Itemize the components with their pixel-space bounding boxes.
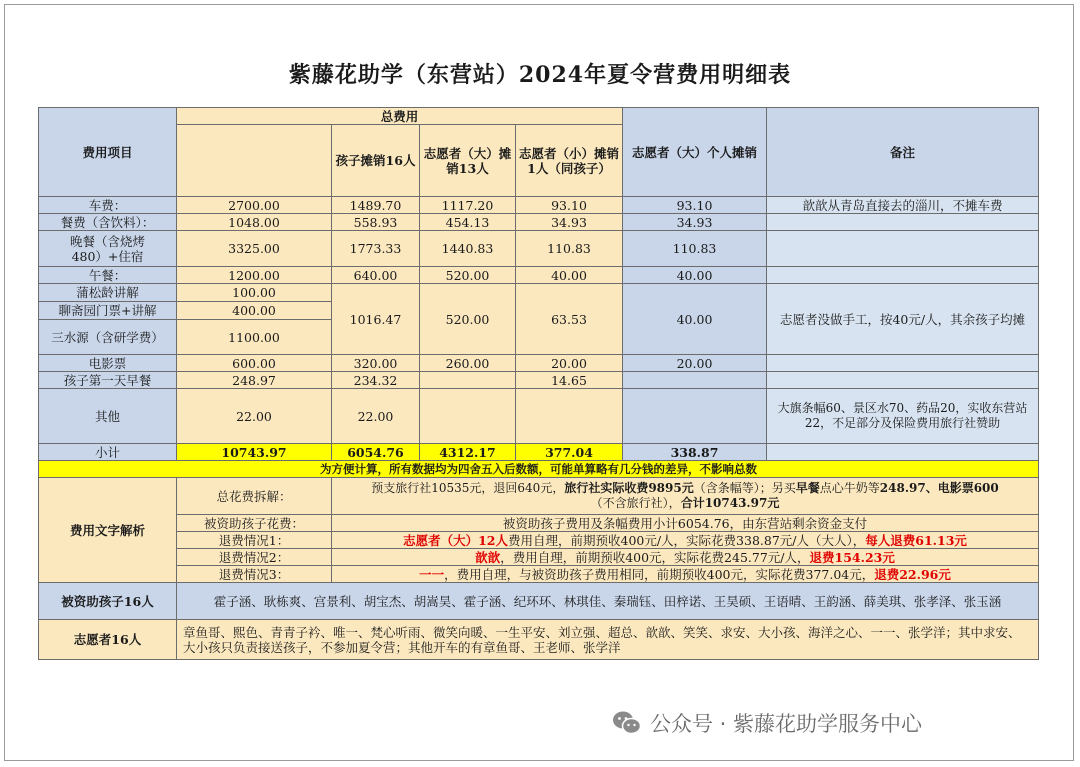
cell-vol-small: 93.10 bbox=[516, 197, 623, 214]
cell-vol-big: 260.00 bbox=[420, 355, 516, 372]
row-label: 电影票 bbox=[39, 355, 177, 372]
cell-vol-big bbox=[420, 389, 516, 444]
row-label: 小计 bbox=[39, 444, 177, 461]
header-child: 孩子摊销16人 bbox=[332, 125, 420, 197]
header-vol-big: 志愿者（大）摊销13人 bbox=[420, 125, 516, 197]
funded-text: 被资助孩子费用及条幅费用小计6054.76，由东营站剩余资金支付 bbox=[332, 515, 1039, 532]
header-total bbox=[177, 125, 332, 197]
row-label: 午餐： bbox=[39, 267, 177, 284]
table-row bbox=[39, 231, 1039, 267]
refund1-text: 志愿者（大）12人费用自理，前期预收400元/人，实际花费338.87元/人（大人），每人退费61.13元 bbox=[332, 532, 1039, 549]
refund3-label: 退费情况3： bbox=[177, 566, 332, 583]
cell-total: 1100.00 bbox=[177, 320, 332, 355]
children-names: 霍子涵、耿栋爽、宫景利、胡宝杰、胡嵩昊、霍子涵、纪环环、林琪佳、秦瑞钰、田梓诺、王昊硕、王语晴、王韵涵、薛美琪、张孝泽、张玉涵 bbox=[177, 583, 1039, 620]
cell-vol-small: 40.00 bbox=[516, 267, 623, 284]
cell-remark bbox=[767, 372, 1039, 389]
cell-remark bbox=[767, 355, 1039, 372]
cell-child: 1016.47 bbox=[332, 284, 420, 355]
cell-vol-big: 1117.20 bbox=[420, 197, 516, 214]
subtotal-child: 6054.76 bbox=[332, 444, 420, 461]
cell-remark bbox=[767, 214, 1039, 231]
cell-total: 1048.00 bbox=[177, 214, 332, 231]
row-label: 晚餐（含烧烤480）+住宿 bbox=[39, 231, 177, 267]
table-row bbox=[39, 267, 1039, 284]
cell-total: 3325.00 bbox=[177, 231, 332, 267]
cell-child: 640.00 bbox=[332, 267, 420, 284]
cell-personal: 34.93 bbox=[623, 214, 767, 231]
cell-child: 22.00 bbox=[332, 389, 420, 444]
cell-vol-big: 520.00 bbox=[420, 284, 516, 355]
cell-remark bbox=[767, 231, 1039, 267]
refund2-label: 退费情况2： bbox=[177, 549, 332, 566]
cell-remark: 志愿者没做手工，按40元/人，其余孩子均摊 bbox=[767, 284, 1039, 355]
total-breakdown-label: 总花费拆解： bbox=[177, 478, 332, 515]
header-item: 费用项目 bbox=[39, 108, 177, 197]
cell-remark: 歆歆从青岛直接去的淄川，不摊车费 bbox=[767, 197, 1039, 214]
children-label: 被资助孩子16人 bbox=[39, 583, 177, 620]
cell-personal: 110.83 bbox=[623, 231, 767, 267]
cell-personal: 40.00 bbox=[623, 267, 767, 284]
volunteers-names: 章鱼哥、熙色、青青子衿、唯一、梵心听雨、微笑向暖、一生平安、刘立强、超总、歆歆、笑笑、求安、大小孩、海洋之心、一一、张学洋；其中求安、大小孩只负责接送孩子，不参加夏令营；其他开车的有章鱼哥、王老师、张学洋 bbox=[177, 620, 1039, 660]
table-row bbox=[39, 372, 1039, 389]
cell-remark: 大旗条幅60、景区水70、药品20，实收东营站22，不足部分及保险费用旅行社赞助 bbox=[767, 389, 1039, 444]
cell-child: 1773.33 bbox=[332, 231, 420, 267]
refund1-label: 退费情况1： bbox=[177, 532, 332, 549]
watermark-text: 公众号 · 紫藤花助学服务中心 bbox=[650, 712, 923, 736]
rounding-notice: 为方便计算，所有数据均为四舍五入后数额，可能单算略有几分钱的差异，不影响总数 bbox=[39, 461, 1039, 478]
cell-vol-big bbox=[420, 372, 516, 389]
watermark bbox=[612, 708, 922, 738]
cell-vol-small: 14.65 bbox=[516, 372, 623, 389]
row-label: 三水源（含研学费） bbox=[39, 320, 177, 355]
cell-personal bbox=[623, 372, 767, 389]
cell-vol-big: 454.13 bbox=[420, 214, 516, 231]
wechat-icon bbox=[612, 710, 642, 736]
funded-label: 被资助孩子花费： bbox=[177, 515, 332, 532]
subtotal-total: 10743.97 bbox=[177, 444, 332, 461]
cell-child: 558.93 bbox=[332, 214, 420, 231]
cell-total: 22.00 bbox=[177, 389, 332, 444]
cell-personal: 20.00 bbox=[623, 355, 767, 372]
cell-personal: 40.00 bbox=[623, 284, 767, 355]
row-label: 餐费（含饮料）： bbox=[39, 214, 177, 231]
cell-child: 234.32 bbox=[332, 372, 420, 389]
table-row bbox=[39, 355, 1039, 372]
cell-child: 1489.70 bbox=[332, 197, 420, 214]
cell-remark bbox=[767, 267, 1039, 284]
table-row bbox=[39, 389, 1039, 444]
header-remark: 备注 bbox=[767, 108, 1039, 197]
header-vol-big-personal: 志愿者（大）个人摊销 bbox=[623, 108, 767, 197]
row-label: 车费： bbox=[39, 197, 177, 214]
page-title: 紫藤花助学（东营站）2024年夏令营费用明细表 bbox=[288, 62, 792, 88]
subtotal-row bbox=[39, 444, 1039, 461]
table-row bbox=[39, 284, 1039, 302]
cell-remark bbox=[767, 444, 1039, 461]
analysis-label: 费用文字解析 bbox=[39, 478, 177, 583]
volunteers-label: 志愿者16人 bbox=[39, 620, 177, 660]
row-label: 聊斋园门票+讲解 bbox=[39, 302, 177, 320]
cell-vol-small: 63.53 bbox=[516, 284, 623, 355]
table-row bbox=[39, 197, 1039, 214]
total-breakdown-text: 预支旅行社10535元，退回640元，旅行社实际收费9895元（含条幅等）；另买早餐点心牛奶等248.97、电影票600 （不含旅行社），合计10743.97元 bbox=[332, 478, 1039, 515]
expense-table bbox=[38, 107, 1039, 660]
refund3-text: 一一，费用自理，与被资助孩子费用相同，前期预收400元，实际花费377.04元，退费22.96元 bbox=[332, 566, 1039, 583]
cell-vol-small: 34.93 bbox=[516, 214, 623, 231]
cell-vol-big: 520.00 bbox=[420, 267, 516, 284]
row-label: 孩子第一天早餐 bbox=[39, 372, 177, 389]
row-label: 蒲松龄讲解 bbox=[39, 284, 177, 302]
cell-total: 600.00 bbox=[177, 355, 332, 372]
cell-total: 248.97 bbox=[177, 372, 332, 389]
cell-personal: 93.10 bbox=[623, 197, 767, 214]
cell-vol-small: 110.83 bbox=[516, 231, 623, 267]
header-total-group: 总费用 bbox=[177, 108, 623, 125]
cell-child: 320.00 bbox=[332, 355, 420, 372]
cell-personal bbox=[623, 389, 767, 444]
table-row bbox=[39, 214, 1039, 231]
cell-total: 2700.00 bbox=[177, 197, 332, 214]
cell-total: 400.00 bbox=[177, 302, 332, 320]
subtotal-personal: 338.87 bbox=[623, 444, 767, 461]
refund2-text: 歆歆，费用自理，前期预收400元，实际花费245.77元/人，退费154.23元 bbox=[332, 549, 1039, 566]
cell-total: 100.00 bbox=[177, 284, 332, 302]
cell-total: 1200.00 bbox=[177, 267, 332, 284]
cell-vol-small: 20.00 bbox=[516, 355, 623, 372]
row-label: 其他 bbox=[39, 389, 177, 444]
cell-vol-big: 1440.83 bbox=[420, 231, 516, 267]
subtotal-vol-small: 377.04 bbox=[516, 444, 623, 461]
cell-vol-small bbox=[516, 389, 623, 444]
subtotal-vol-big: 4312.17 bbox=[420, 444, 516, 461]
header-vol-small: 志愿者（小）摊销1人（同孩子） bbox=[516, 125, 623, 197]
